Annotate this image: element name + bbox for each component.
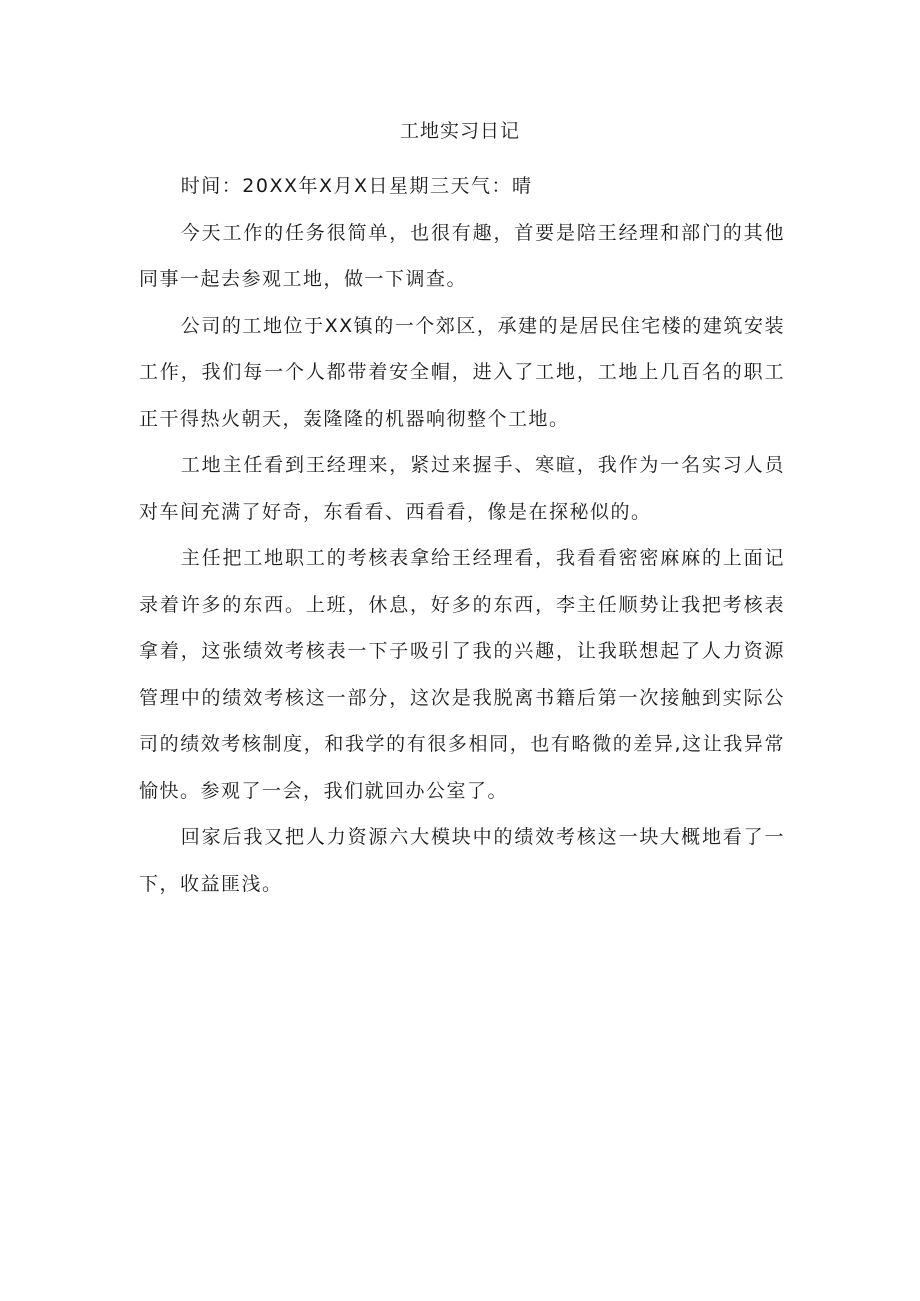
paragraph-2: 公司的工地位于XX镇的一个郊区，承建的是居民住宅楼的建筑安装工作，我们每一个人都带着安全帽，进入了工地，工地上几百名的职工正干得热火朝天，轰隆隆的机器响彻整个工地。 — [139, 314, 785, 430]
paragraph-4: 主任把工地职工的考核表拿给王经理看，我看看密密麻麻的上面记录着许多的东西。上班，休息，好多的东西，李主任顺势让我把考核表拿着，这张绩效考核表一下子吸引了我的兴趣，让我联想起了人力资源管理中的绩效考核这一部分，这次是我脱离书籍后第一次接触到实际公司的绩效考核制度，和我学的有很多相同，也有略微的差异,这让我异常愉快。参观了一会，我们就回办公室了。 — [139, 547, 785, 802]
paragraph-5: 回家后我又把人力资源六大模块中的绩效考核这一块大概地看了一下，收益匪浅。 — [139, 826, 785, 895]
document-body — [139, 163, 785, 907]
document-title: 工地实习日记 — [399, 120, 520, 142]
date-weather-line: 时间：20XX年X月X日星期三天气：晴 — [180, 175, 533, 197]
paragraph-1: 今天工作的任务很简单，也很有趣，首要是陪王经理和部门的其他同事一起去参观工地，做一下调查。 — [139, 221, 785, 290]
paragraph-3: 工地主任看到王经理来，紧过来握手、寒暄，我作为一名实习人员对车间充满了好奇，东看看、西看看，像是在探秘似的。 — [139, 454, 785, 523]
